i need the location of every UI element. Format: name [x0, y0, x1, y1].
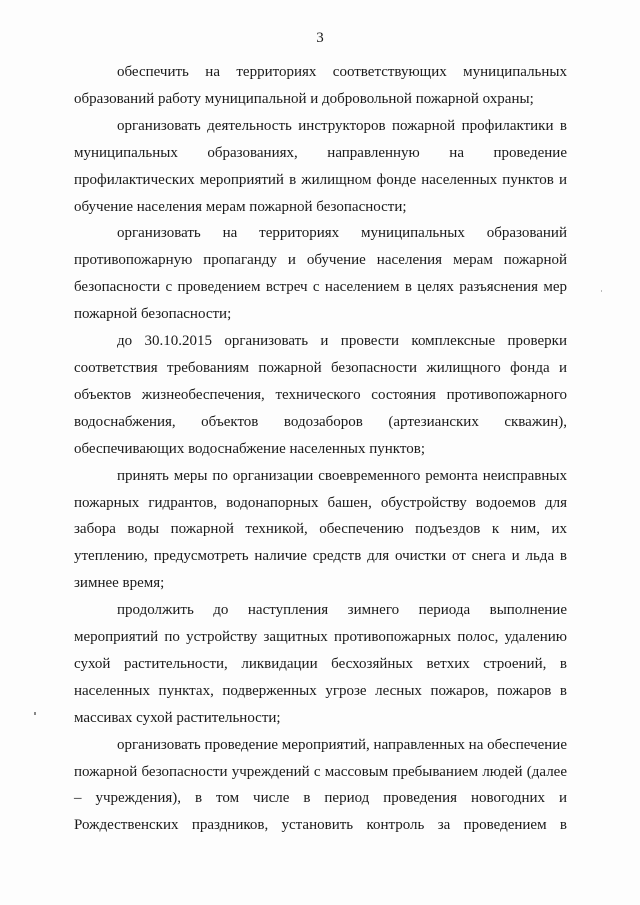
paragraph-fire-prevention-instructors: организовать деятельность инструкторов пожарной профилактики в муниципальных образованиях, направленную на проведение профилактических мероприятий в жилищном фонде населенных пунктов и обучение населения мерам пожарной безопасности;: [74, 117, 567, 215]
paragraph-hydrant-repair: принять меры по организации своевременного ремонта неисправных пожарных гидрантов, водонапорных башен, обустройству водоемов для забора воды пожарной техникой, обеспечению подъездов к ним, их утеплению, предусмотреть наличие средств для очистки от снега и льда в зимнее время;: [74, 467, 567, 592]
paragraph-protective-strips: продолжить до наступления зимнего периода выполнение мероприятий по устройству защитных противопожарных полос, удалению сухой растительности, ликвидации бесхозяйных ветхих строений, в населенных пунктах, подверженных угрозе лесных пожаров, пожаров в массивах сухой растительности;: [74, 602, 567, 726]
document-body: [74, 59, 567, 839]
paragraph-fire-safety-propaganda: организовать на территориях муниципальных образований противопожарную пропаганду и обучение населения мерам пожарной безопасности с проведением встреч с населением в целях разъяснения мер пожарной безопасности;: [74, 225, 567, 323]
scan-speck: [601, 290, 602, 292]
paragraph-fire-protection-units: обеспечить на территориях соответствующих муниципальных образований работу муниципальной и добровольной пожарной охраны;: [74, 64, 567, 107]
paragraph-institution-safety: организовать проведение мероприятий, направленных на обеспечение пожарной безопасности учреждений с массовым пребыванием людей (далее – учреждения), в том числе в период проведения новогодних и Рождественских праздников, установить контроль за проведением в: [74, 736, 567, 834]
paragraph-comprehensive-inspections: до 30.10.2015 организовать и провести комплексные проверки соответствия требованиям пожарной безопасности жилищного фонда и объектов жизнеобеспечения, технического состояния противопожарного водоснабжения, объектов водозаборов (артезианских скважин), обеспечивающих водоснабжение населенных пунктов;: [74, 333, 567, 457]
page-number: 3: [316, 30, 324, 46]
scan-speck: [34, 712, 36, 715]
